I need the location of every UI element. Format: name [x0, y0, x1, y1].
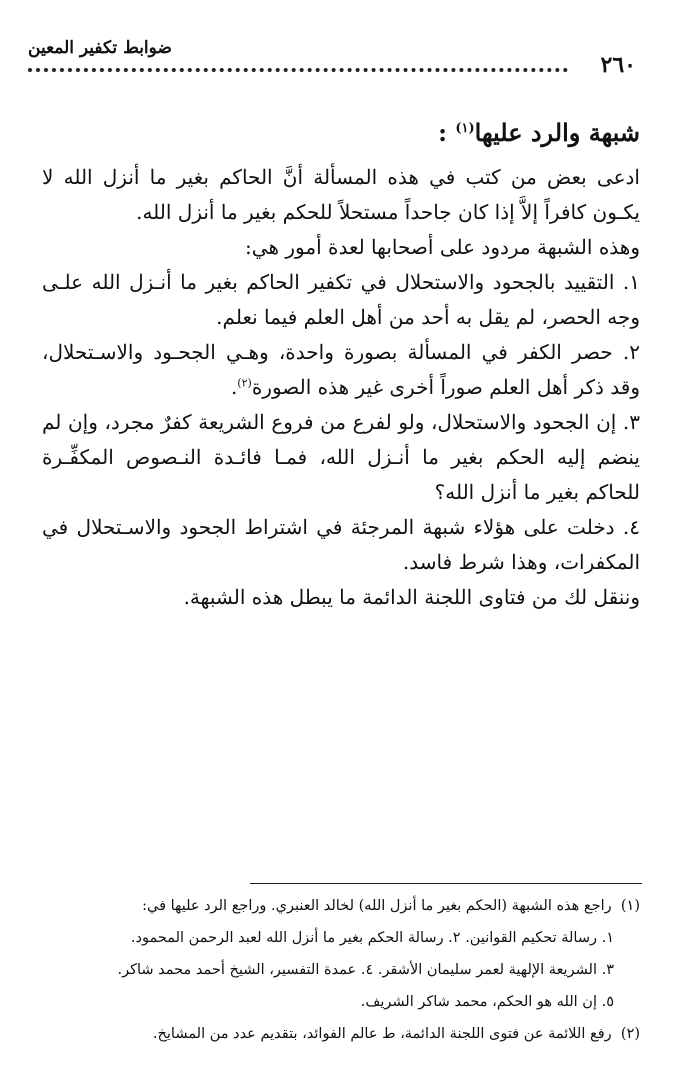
footnote-marker: (٢)	[620, 1026, 640, 1042]
footnote-line	[42, 954, 640, 986]
section-heading-text: شبهة والرد عليها	[474, 118, 640, 147]
lead-paragraph: وهذه الشبهة مردود على أصحابها لعدة أمور هي:	[245, 235, 640, 259]
footnote-text: ١. رسالة تحكيم القوانين. ٢. رسالة الحكم بغير ما أنزل الله لعبد الرحمن المحمود.	[130, 930, 614, 946]
list-item-text: ١. التقييد بالجحود والاستحلال في تكفير الحاكم بغير ما أنـزل الله علـى وجه الحصر، لم يقل به أحد من أهل العلم فيما نعلم.	[42, 270, 640, 329]
footnote-text: رفع اللائمة عن فتوى اللجنة الدائمة، ط عالم الفوائد، بتقديم عدد من المشايخ.	[152, 1026, 612, 1042]
list-item	[42, 510, 640, 580]
footnote-separator	[250, 883, 642, 884]
footnote-text: ٣. الشريعة الإلهية لعمر سليمان الأشقر. ٤. عمدة التفسير، الشيخ أحمد محمد شاكر.	[117, 962, 614, 978]
list-item	[42, 265, 640, 335]
heading-colon: :	[438, 118, 447, 147]
footnote	[42, 1018, 640, 1050]
list-item	[42, 405, 640, 510]
list-item-text: ٢. حصر الكفر في المسألة بصورة واحدة، وهـي الجحـود والاسـتحلال، وقد ذكر أهل العلم صوراً أخرى غير هذه الصورة	[42, 340, 640, 399]
footnote-line	[42, 986, 640, 1018]
footnote-line	[42, 922, 640, 954]
footnote-text: راجع هذه الشبهة (الحكم بغير ما أنزل الله) لخالد العنبري. وراجع الرد عليها في:	[142, 898, 612, 914]
heading-footnote-ref: (١)	[455, 121, 475, 136]
footnote-marker: (١)	[620, 898, 640, 914]
list-item-text: ٤. دخلت على هؤلاء شبهة المرجئة في اشتراط الجحود والاسـتحلال في المكفرات، وهذا شرط فاسد.	[42, 515, 640, 574]
intro-paragraph: ادعى بعض من كتب في هذه المسألة أنَّ الحاكم بغير ما أنزل الله لا يكـون كافراً إلاَّ إذا كان جاحداً مستحلاً للحكم بغير ما أنزل الله.	[42, 165, 640, 224]
footnote-text: ٥. إن الله هو الحكم، محمد شاكر الشريف.	[360, 994, 614, 1010]
running-title: ضوابط تكفير المعين	[28, 38, 172, 58]
closing-paragraph: وننقل لك من فتاوى اللجنة الدائمة ما يبطل هذه الشبهة.	[183, 585, 640, 609]
section-heading	[438, 118, 640, 147]
list-item: ٢. حصر الكفر في المسألة بصورة واحدة، وهـي الجحـود والاسـتحلال، وقد ذكر أهل العلم صوراً أخرى غير هذه الصورة$^{(٢)}$.	[42, 340, 640, 399]
footnotes	[42, 890, 640, 1050]
page-header	[28, 38, 642, 88]
main-body	[42, 160, 640, 615]
footnote	[42, 890, 640, 922]
footnote-ref: (٢)	[237, 376, 252, 390]
header-rule	[28, 68, 568, 72]
list-item-text: ٣. إن الجحود والاستحلال، ولو لفرع من فروع الشريعة كفرٌ مجرد، وإن لم ينضم إليه الحكم بغير ما أنـزل الله، فمـا فائـدة النـصوص المكفِّـرة للحاكم بغير ما أنزل الله؟	[42, 410, 640, 504]
page-number: ٢٦٠	[595, 52, 642, 78]
